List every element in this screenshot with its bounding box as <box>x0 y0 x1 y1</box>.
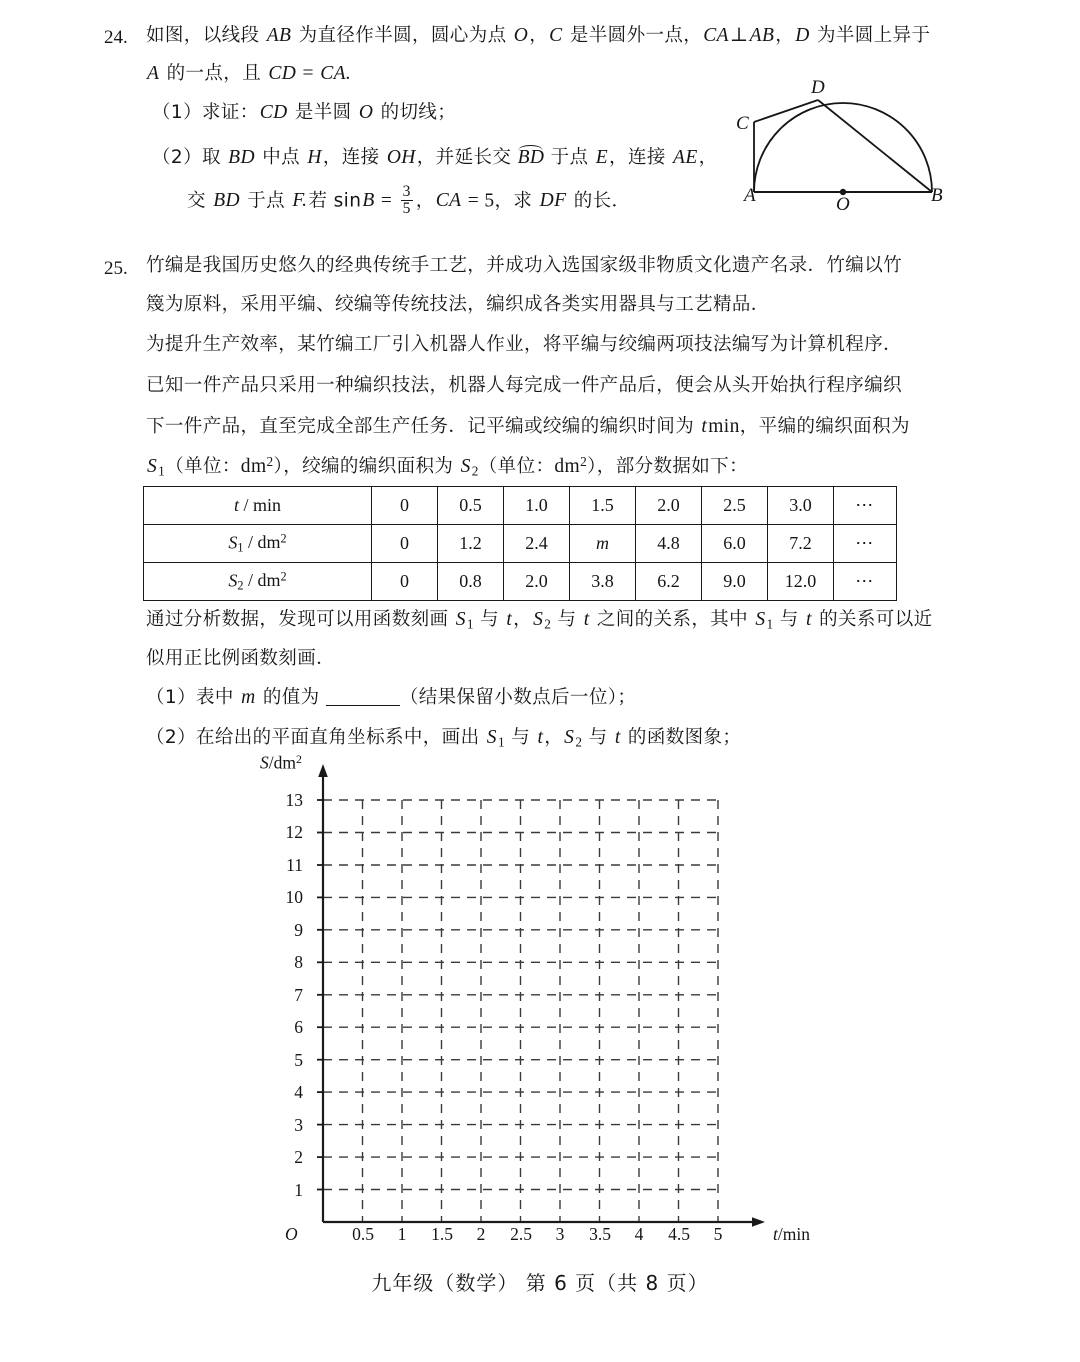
q24-part2-var-OH: OH <box>386 147 416 168</box>
x-tick-1: 1 <box>397 1224 407 1244</box>
fraction-numerator: 3 <box>402 183 411 200</box>
q25-part2-text-d: 与 <box>582 727 614 748</box>
cell-S1-5: 6.0 <box>702 525 768 563</box>
q25-p3l1-text-g: 的关系可以近 <box>812 609 933 630</box>
cell-t-1: 0.5 <box>438 487 504 525</box>
question-24-part-1 <box>152 103 456 123</box>
x-tick-0-5: 0.5 <box>352 1224 374 1244</box>
q25-p3-var-S1b: S <box>755 609 766 630</box>
q25-part1-var-m: m <box>241 687 256 708</box>
cell-S2-4: 6.2 <box>636 563 702 601</box>
cell-S2-3: 3.8 <box>570 563 636 601</box>
q25-paragraph1-line2: 篾为原料，采用平编、绞编等传统技法，编织成各类实用器具与工艺精品． <box>146 294 770 315</box>
q25-S2-subscript: 2 <box>471 463 479 479</box>
coordinate-grid <box>255 752 810 1257</box>
cell-S1-ellipsis: ⋯ <box>834 525 897 563</box>
q25-p2l4-text-b: ），绞编的编织面积为 <box>273 455 460 477</box>
q24-part2-label: （2） <box>152 147 202 168</box>
origin-label: O <box>285 1224 298 1244</box>
q24-part2b-text-e: 的长． <box>567 190 631 212</box>
q24-var-CA: CA <box>703 25 729 46</box>
y-tick-8: 8 <box>294 952 303 972</box>
y-tick-3: 3 <box>294 1115 303 1135</box>
q25-paragraph2-line1: 为提升生产效率，某竹编工厂引入机器人作业，将平编与绞编两项技法编写为计算机程序． <box>146 334 903 355</box>
cell-t-2: 1.0 <box>504 487 570 525</box>
q24-part2-var-E: E <box>595 147 609 168</box>
q24-part2b-text-b: 于点 <box>240 190 292 212</box>
q24-part2b-var-CA: CA <box>435 190 462 212</box>
cell-S1-1: 1.2 <box>438 525 504 563</box>
q25-S1-subscript: 1 <box>158 463 166 479</box>
y-axis-arrowhead <box>318 764 328 777</box>
q24-part2-text-e: 于点 <box>544 147 595 168</box>
q24-part1-var-O: O <box>358 102 374 123</box>
fraction-three-fifths <box>401 184 413 217</box>
q24-var-CA-2: CA. <box>320 63 352 84</box>
q25-p3l1-text-a: 通过分析数据，发现可以用函数刻画 <box>146 609 455 630</box>
q25-part2-label: （2） <box>146 727 196 748</box>
question-24-number: 24. <box>104 27 128 48</box>
figure-label-B: B <box>931 185 943 206</box>
q25-p2l4-text-d: ），部分数据如下： <box>587 455 748 477</box>
x-tick-5: 5 <box>713 1224 723 1244</box>
q25-part1-text-b: 的值为 <box>256 687 326 708</box>
row-header-S2: $S_2 / dm^2$ <box>144 563 372 601</box>
q25-p3-var-S1: S <box>455 609 466 630</box>
cell-S1-2: 2.4 <box>504 525 570 563</box>
q25-dm-sup-1: 2 <box>266 454 274 469</box>
q25-part2-text-b: 与 <box>504 727 537 748</box>
question-24-figure <box>718 72 968 227</box>
x-axis-label: t/min <box>773 1224 810 1244</box>
q24-part1-text-b: 是半圆 <box>288 102 358 123</box>
y-tick-10: 10 <box>285 887 303 907</box>
q25-part1-text-c: （结果保留小数点后一位）； <box>399 687 637 708</box>
q25-var-t: t <box>701 416 708 437</box>
data-table <box>143 486 897 601</box>
q24-part2b-var-BD: BD <box>213 190 240 212</box>
q24-var-CD: CD <box>268 63 297 84</box>
q24-part2-text-g: ， <box>698 147 718 168</box>
q24-value-five: 5 <box>484 190 495 212</box>
q25-paragraph1-line1: 竹编是我国历史悠久的经典传统手工艺，并成功入选国家级非物质文化遗产名录．竹编以竹 <box>146 255 903 276</box>
q25-p3-S1b-sub: 1 <box>766 616 774 632</box>
y-tick-6: 6 <box>294 1017 303 1037</box>
q25-part2-var-t2: t <box>614 727 621 748</box>
figure-label-D: D <box>811 77 825 98</box>
q25-p3-var-t3: t <box>805 609 812 630</box>
question-24-stem-line-1 <box>146 26 930 46</box>
y-tick-9: 9 <box>294 920 303 940</box>
q25-p2l3-text-a: 下一件产品，直至完成全部生产任务．记平编或绞编的编织时间为 <box>146 416 701 437</box>
cell-S1-3-unknown-m: m <box>570 525 636 563</box>
q25-unit-dm-1: dm <box>240 455 267 477</box>
figure-label-C: C <box>736 113 749 134</box>
q25-p3-var-t1: t <box>506 609 513 630</box>
y-tick-4: 4 <box>294 1082 303 1102</box>
q25-p3l1-text-e: 之间的关系，其中 <box>590 609 755 630</box>
q24-part1-text-a: 求证： <box>201 102 259 123</box>
q25-part-1 <box>146 688 636 708</box>
y-axis-label: $S/dm^2$ <box>260 752 302 773</box>
cell-S2-ellipsis: ⋯ <box>834 563 897 601</box>
q24-part2-text-f: ，连接 <box>609 147 673 168</box>
q24-arc-BD: BD <box>517 147 545 168</box>
q24-part2b-var-DF: DF <box>539 190 567 212</box>
cell-S2-2: 2.0 <box>504 563 570 601</box>
q24-part1-var-CD: CD <box>259 102 288 123</box>
q24-stem-text-d: 是半圆外一点， <box>563 25 703 46</box>
y-tick-11: 11 <box>286 855 303 875</box>
q25-p3-S1-sub: 1 <box>466 616 474 632</box>
figure-label-A: A <box>744 185 756 206</box>
q24-stem2-text-a: 的一点，且 <box>160 63 268 84</box>
cell-S1-6: 7.2 <box>768 525 834 563</box>
q24-part2b-comma: ， <box>415 190 435 212</box>
fraction-denominator: 5 <box>402 199 411 217</box>
cell-S2-1: 0.8 <box>438 563 504 601</box>
q25-part-2 <box>146 728 741 749</box>
q24-var-D: D <box>795 25 810 46</box>
q25-unit-min: min <box>708 416 740 437</box>
x-axis-arrowhead <box>752 1217 765 1227</box>
q24-part2-text-d: ，并延长交 <box>416 147 518 168</box>
q24-part2b-var-F: F. <box>292 190 308 212</box>
question-24-part-2-cont <box>187 184 630 217</box>
q25-var-S1: S <box>147 455 158 477</box>
q24-part2-var-BD: BD <box>228 147 255 168</box>
cell-t-6: 3.0 <box>768 487 834 525</box>
q25-dm-sup-2: 2 <box>580 454 588 469</box>
cell-t-5: 2.5 <box>702 487 768 525</box>
vertical-gridlines <box>363 800 719 1222</box>
q24-part2b-text-d: ，求 <box>494 190 539 212</box>
q24-stem-text-b: 为直径作半圆，圆心为点 <box>292 25 513 46</box>
q25-p3-S2-sub: 2 <box>544 616 552 632</box>
cell-S2-6: 12.0 <box>768 563 834 601</box>
x-tick-1-5: 1.5 <box>431 1224 453 1244</box>
q24-part2b-sin-label: 若 sin <box>308 190 362 212</box>
q24-part2-text-b: 中点 <box>255 147 307 168</box>
cell-t-3: 1.5 <box>570 487 636 525</box>
q25-p3-var-t2: t <box>583 609 590 630</box>
q25-part1-text-a: 表中 <box>195 687 241 708</box>
grid-svg <box>255 752 785 1252</box>
cell-S1-4: 4.8 <box>636 525 702 563</box>
q24-var-AB-2: AB <box>749 25 775 46</box>
q24-part2b-var-B: B <box>362 190 375 212</box>
question-24-stem-line-2 <box>146 64 352 84</box>
segment-DB <box>818 100 932 192</box>
q24-stem-comma-1: ， <box>529 25 549 46</box>
q25-paragraph2-line3 <box>146 417 910 437</box>
y-tick-2: 2 <box>294 1147 303 1167</box>
cell-t-0: 0 <box>372 487 438 525</box>
cell-t-4: 2.0 <box>636 487 702 525</box>
q25-p3l1-text-f: 与 <box>773 609 805 630</box>
x-tick-2: 2 <box>476 1224 486 1244</box>
x-tick-4-5: 4.5 <box>668 1224 690 1244</box>
q25-paragraph2-line2: 已知一件产品只采用一种编织技法，机器人每完成一件产品后，便会从头开始执行程序编织 <box>146 375 903 396</box>
y-tick-7: 7 <box>294 985 303 1005</box>
table-row <box>144 525 897 563</box>
table-row <box>144 487 897 525</box>
q25-p3l1-text-d: 与 <box>551 609 583 630</box>
q25-part2-var-S2: S <box>564 727 575 748</box>
table-row <box>144 563 897 601</box>
row-header-S1: $S_1 / dm^2$ <box>144 525 372 563</box>
x-tick-2-5: 2.5 <box>510 1224 532 1244</box>
figure-label-O: O <box>836 194 850 215</box>
q25-p2l4-text-c: （单位： <box>478 455 555 477</box>
q24-part2-text-a: 取 <box>201 147 228 168</box>
y-tick-12: 12 <box>285 822 303 842</box>
y-tick-5: 5 <box>294 1050 303 1070</box>
row-header-t: t / min <box>144 487 372 525</box>
x-tick-4: 4 <box>634 1224 644 1244</box>
q25-unit-dm-2: dm <box>554 455 581 477</box>
q25-p3l1-text-b: 与 <box>473 609 506 630</box>
q25-p3l1-comma-1: ， <box>513 609 533 630</box>
q25-part1-label: （1） <box>146 687 196 708</box>
q24-stem-comma-2: ， <box>775 25 795 46</box>
q25-paragraph3-line1 <box>146 610 933 631</box>
q24-part1-label: （1） <box>152 102 202 123</box>
cell-S2-5: 9.0 <box>702 563 768 601</box>
q25-part2-var-t1: t <box>537 727 544 748</box>
q25-part2-text-e: 的函数图象； <box>621 727 742 748</box>
q24-part2b-text-a: 交 <box>187 190 213 212</box>
q24-var-A: A <box>147 63 160 84</box>
q25-part2-var-S1: S <box>486 727 497 748</box>
q25-part2-text-a: 在给出的平面直角坐标系中，画出 <box>195 727 486 748</box>
cell-S2-0: 0 <box>372 563 438 601</box>
q24-var-AB: AB <box>266 25 292 46</box>
q24-equals-3: = <box>462 190 485 212</box>
q25-p3-var-S2: S <box>533 609 544 630</box>
q24-part2-var-H: H <box>307 147 322 168</box>
cell-S1-0: 0 <box>372 525 438 563</box>
q25-part2-S1-sub: 1 <box>497 734 505 750</box>
segment-CD <box>754 100 818 122</box>
page-footer: 九年级（数学） 第 6 页（共 8 页） <box>371 1271 709 1295</box>
x-tick-3-5: 3.5 <box>589 1224 611 1244</box>
y-tick-1: 1 <box>294 1180 303 1200</box>
q25-paragraph3-line2: 似用正比例函数刻画． <box>146 648 336 669</box>
cell-t-ellipsis: ⋯ <box>834 487 897 525</box>
q24-perp-symbol: ⊥ <box>729 25 749 46</box>
q24-part2-var-AE: AE <box>673 147 698 168</box>
q24-part1-text-c: 的切线； <box>374 102 457 123</box>
q25-part2-S2-sub: 2 <box>575 734 583 750</box>
q24-equals-1: = <box>297 63 320 84</box>
q25-p2l3-text-b: ，平编的编织面积为 <box>739 416 910 437</box>
q24-equals-2: = <box>375 190 398 212</box>
question-24-part-2 <box>152 146 718 168</box>
q24-var-C: C <box>549 25 563 46</box>
q24-stem-text-a: 如图，以线段 <box>146 25 266 46</box>
q25-p2l4-text-a: （单位： <box>165 455 241 477</box>
q24-var-O: O <box>513 25 529 46</box>
x-tick-3: 3 <box>555 1224 565 1244</box>
y-tick-13: 13 <box>285 790 303 810</box>
q24-part2-text-c: ，连接 <box>322 147 386 168</box>
semicircle-arc <box>754 103 932 192</box>
q25-part2-comma: ， <box>544 727 564 748</box>
answer-blank-m[interactable] <box>326 705 400 706</box>
q24-stem-text-f: 为半圆上异于 <box>810 25 931 46</box>
q25-paragraph2-line4 <box>146 455 748 478</box>
q25-var-S2: S <box>460 455 471 477</box>
question-25-number: 25. <box>104 258 128 279</box>
